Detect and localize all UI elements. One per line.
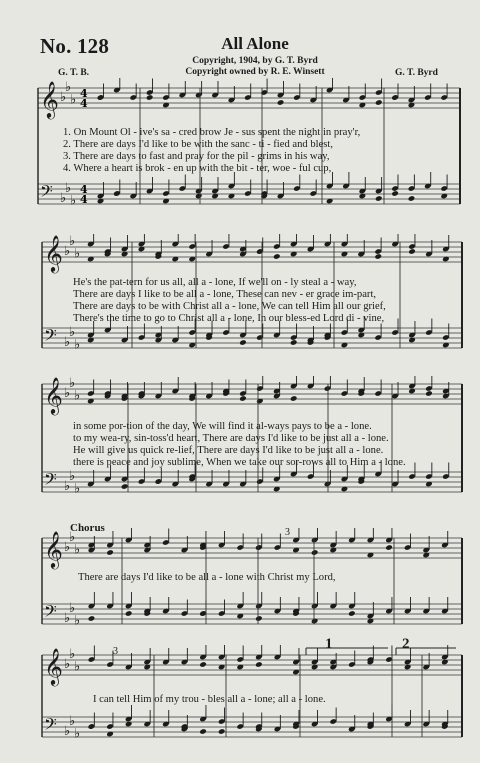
- lyrics-line: 4. Where a heart is brok - en up with the bit - ter, woe - ful cup,: [63, 163, 332, 174]
- flat-sign: ♭: [69, 376, 76, 391]
- flat-sign: ♭: [69, 647, 76, 662]
- credit-left: G. T. B.: [58, 68, 90, 78]
- lyrics-line: I can tell Him of my trou - bles all a - lone; all a - lone.: [93, 694, 326, 705]
- flat-sign: ♭: [60, 191, 67, 206]
- treble-note: [311, 549, 319, 556]
- second-ending-number: 2: [402, 636, 410, 652]
- bass-clef-icon: 𝄢: [44, 714, 57, 738]
- hymn-title: All Alone: [221, 34, 289, 53]
- chorus-label: Chorus: [70, 522, 105, 534]
- flat-sign: ♭: [69, 530, 76, 545]
- treble-clef-icon: 𝄞: [40, 80, 59, 118]
- flat-sign: ♭: [74, 542, 81, 558]
- lyrics-line: There are days I like to be all a - lone, These can nev - er grace im-part,: [73, 289, 377, 300]
- flat-sign: ♭: [74, 726, 81, 742]
- flat-sign: ♭: [69, 234, 76, 249]
- flat-sign: ♭: [65, 80, 72, 95]
- bass-clef-icon: 𝄢: [40, 181, 53, 205]
- treble-note: [374, 253, 382, 260]
- lyrics-line: there is peace and joy sublime, When we take our sor-rows all to Him a - lone.: [73, 457, 406, 468]
- flat-sign: ♭: [64, 657, 71, 672]
- flat-sign: ♭: [64, 386, 71, 401]
- copyright-line-2: Copyright owned by R. E. Winsett: [185, 67, 325, 77]
- bass-note: [218, 728, 226, 735]
- flat-sign: ♭: [60, 90, 67, 105]
- treble-note: [255, 661, 263, 668]
- flat-sign: ♭: [69, 714, 76, 729]
- flat-sign: ♭: [70, 193, 77, 209]
- lyrics-line: 1. On Mount Ol - ive's sa - cred brow Je - sus spent the night in pray'r,: [63, 127, 361, 138]
- lyrics-line: There are days I'd like to be all a - lone with Christ my Lord,: [78, 572, 336, 583]
- bass-clef-icon: 𝄢: [44, 325, 57, 349]
- hymn-number: No. 128: [40, 34, 110, 58]
- treble-note: [277, 99, 285, 106]
- flat-sign: ♭: [64, 335, 71, 350]
- flat-sign: ♭: [64, 611, 71, 626]
- treble-note: [425, 390, 433, 397]
- bass-note: [408, 195, 416, 202]
- flat-sign: ♭: [74, 337, 81, 353]
- bass-note: [199, 728, 207, 735]
- flat-sign: ♭: [74, 659, 81, 675]
- lyrics-line: to my wea-ry, sin-toss'd heart, There are days I'd like to be just all a - lone.: [73, 433, 389, 444]
- copyright-line-1: Copyright, 1904, by G. T. Byrd: [192, 56, 318, 66]
- lyrics-line: in some por-tion of the day, We will find it al-ways pays to be a - lone.: [73, 421, 372, 432]
- flat-sign: ♭: [69, 325, 76, 340]
- bass-note: [375, 195, 383, 202]
- treble-note: [106, 549, 114, 556]
- flat-sign: ♭: [70, 92, 77, 108]
- flat-sign: ♭: [64, 479, 71, 494]
- treble-clef-icon: 𝄞: [44, 234, 63, 272]
- time-signature: 4: [80, 97, 88, 110]
- treble-clef-icon: 𝄞: [44, 376, 63, 414]
- treble-note: [146, 94, 154, 101]
- time-signature: 4: [80, 183, 88, 196]
- treble-clef-icon: 𝄞: [44, 530, 63, 568]
- flat-sign: ♭: [69, 601, 76, 616]
- bass-note: [88, 615, 96, 622]
- flat-sign: ♭: [74, 481, 81, 497]
- bass-note: [121, 483, 129, 490]
- lyrics-line: He will give us quick re-lief, There are days I'd like to be just all a - lone.: [73, 445, 384, 456]
- hymn-header: [0, 0, 480, 80]
- treble-note: [385, 544, 393, 551]
- lyrics-line: He's the pat-tern for us all, all a - lone, If we'll on - ly steal a - way,: [73, 277, 357, 288]
- bass-clef-icon: 𝄢: [44, 601, 57, 625]
- flat-sign: ♭: [74, 613, 81, 629]
- treble-note: [290, 395, 298, 402]
- lyrics-line: 2. There are days I'd like to be with the sanc - ti - fied and blest,: [63, 139, 334, 150]
- lyrics-line: 3. There are days to fast and pray for the pil - grims in his way,: [63, 151, 330, 162]
- flat-sign: ♭: [74, 246, 81, 262]
- first-ending-number: 1: [325, 636, 333, 652]
- treble-note: [199, 661, 207, 668]
- treble-note: [375, 99, 383, 106]
- triplet-mark: 3: [113, 646, 118, 657]
- bass-note: [290, 339, 298, 346]
- flat-sign: ♭: [64, 540, 71, 555]
- flat-sign: ♭: [64, 244, 71, 259]
- lyrics-line: There are days to be with Christ all a - lone, We can tell Him all our grief,: [73, 301, 386, 312]
- bass-clef-icon: 𝄢: [44, 469, 57, 493]
- treble-note: [408, 248, 416, 255]
- lyrics-line: There's the time to go to Christ all a - lone, In our bless-ed Lord di - vine,: [73, 313, 385, 324]
- time-signature: 4: [80, 193, 88, 206]
- triplet-mark: 3: [285, 527, 290, 538]
- bass-note: [348, 610, 356, 617]
- treble-note: [239, 395, 247, 402]
- time-signature: 4: [80, 87, 88, 100]
- treble-note: [273, 253, 281, 260]
- flat-sign: ♭: [64, 724, 71, 739]
- bass-note: [391, 190, 399, 197]
- flat-sign: ♭: [65, 181, 72, 196]
- music-system-4: [0, 528, 480, 648]
- flat-sign: ♭: [69, 469, 76, 484]
- credit-right: G. T. Byrd: [395, 68, 438, 78]
- flat-sign: ♭: [74, 388, 81, 404]
- bass-note: [125, 610, 133, 617]
- treble-clef-icon: 𝄞: [44, 647, 63, 685]
- bass-note: [239, 339, 247, 346]
- bass-note: [255, 615, 263, 622]
